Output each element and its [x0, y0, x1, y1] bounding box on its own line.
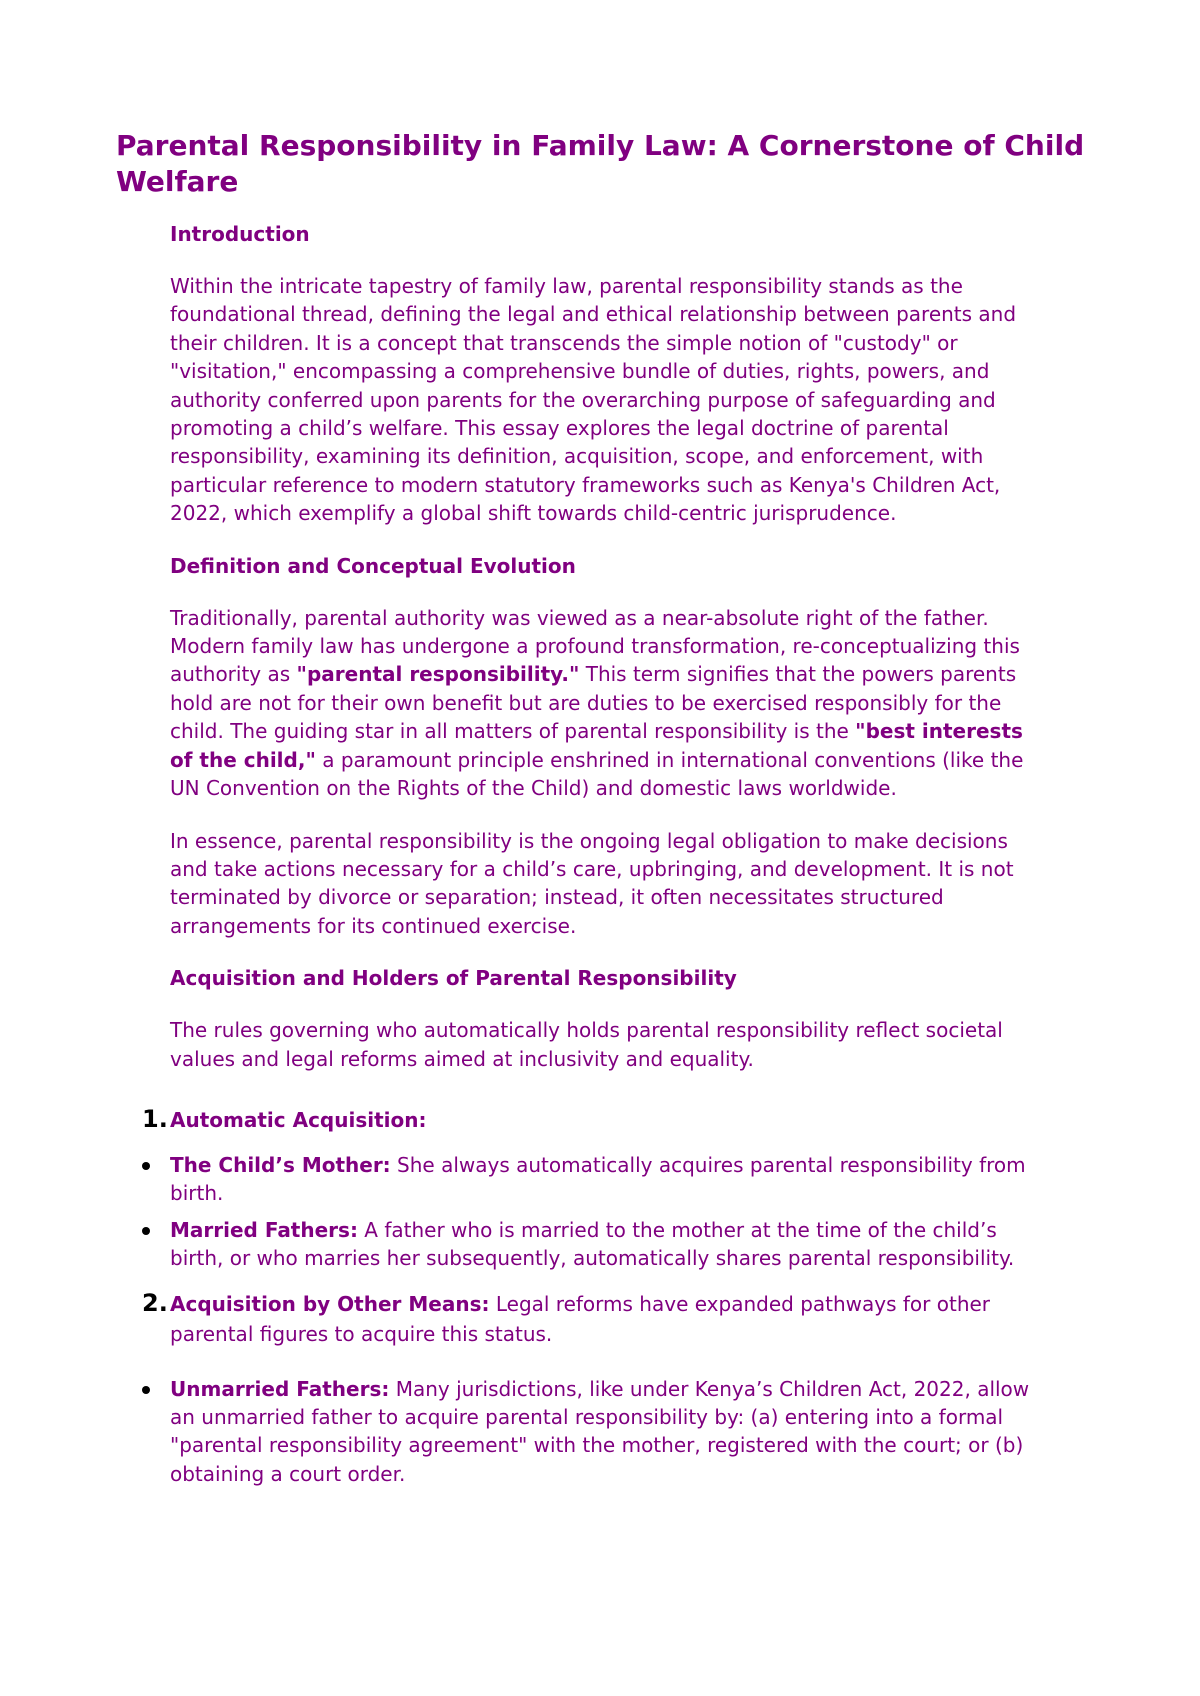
definition-paragraph-2: In essence, parental responsibility is the ongoing legal obligation to make decisions and take actions necessary for a child’s care, upbringing, and development. It is not terminated by divorce or separation; instead, it often necessitates structured arrangements for its continued exercise.	[170, 828, 1014, 938]
bullet-item-married-fathers	[170, 1216, 1040, 1273]
bullet-icon	[142, 1227, 150, 1235]
section-heading-acquisition: Acquisition and Holders of Parental Responsibility	[170, 966, 737, 991]
bullet-text: She always automatically acquires parental responsibility from birth.	[170, 1152, 1026, 1206]
bullet-icon	[142, 1386, 150, 1394]
bullet-label: Married Fathers:	[170, 1217, 358, 1242]
definition-term-parental-responsibility: "parental responsibility."	[296, 662, 580, 687]
definition-text-e: a paramount principle enshrined in international conventions (like the UN Convention on the Rights of the Child) and domestic laws worldwide.	[170, 747, 1024, 801]
definition-paragraph-1	[170, 604, 1040, 803]
numbered-item-text: Legal reforms have expanded pathways for other parental figures to acquire this status.	[170, 1291, 991, 1346]
introduction-paragraph: Within the intricate tapestry of family law, parental responsibility stands as the foundational thread, defining the legal and ethical relationship between parents and their children. It is a concept that transcends the simple notion of "custody" or "visitation," encompassing a comprehensive bundle of duties, rights, powers, and authority conferred upon parents for the overarching purpose of safeguarding and promoting a child’s welfare. This essay explores the legal doctrine of parental responsibility, examining its definition, acquisition, scope, and enforcement, with particular reference to modern statutory frameworks such as Kenya's Children Act, 2022, which exemplify a global shift towards child-centric jurisprudence.	[170, 274, 1017, 526]
definition-term-best-interests: "best interests of the child,"	[170, 719, 1023, 772]
document-title: Parental Responsibility in Family Law: A Cornerstone of Child Welfare	[116, 129, 1085, 198]
document-body	[142, 220, 1040, 1496]
bullet-text: A father who is married to the mother at the time of the child’s birth, or who marries her subsequently, automatically shares parental responsibility.	[170, 1217, 1015, 1271]
definition-text-c: This term signifies that the powers parents hold are not for their own benefit but are duties to be exercised responsibly for the child. The guiding star in all matters of parental responsibility is the	[170, 662, 1017, 744]
bullet-text: Many jurisdictions, like under Kenya’s Children Act, 2022, allow an unmarried father to acquire parental responsibility by: (a) entering into a formal "parental responsibility agreement" with the mother, registered with the court; or (b) obtaining a court order.	[170, 1376, 1030, 1486]
bullet-label: The Child’s Mother:	[170, 1152, 391, 1177]
list-number: 1.	[142, 1104, 168, 1133]
acquisition-paragraph: The rules governing who automatically holds parental responsibility reflect societal values and legal reforms aimed at inclusivity and equality.	[170, 1018, 1003, 1071]
numbered-item-1	[142, 1104, 1040, 1135]
section-heading-definition: Definition and Conceptual Evolution	[170, 553, 576, 578]
definition-text-a: Traditionally, parental authority was viewed as a near-absolute right of the father. Modern family law has undergone a profound transformation, re-conceptualizing this authority as	[170, 605, 1020, 687]
bullet-item-unmarried-fathers	[170, 1375, 1040, 1489]
numbered-item-label: Automatic Acquisition:	[170, 1107, 427, 1132]
bullet-label: Unmarried Fathers:	[170, 1376, 390, 1401]
bullet-item-mother	[170, 1151, 1040, 1208]
numbered-item-2	[142, 1288, 1040, 1349]
list-number: 2.	[142, 1288, 168, 1317]
section-heading-introduction: Introduction	[170, 222, 310, 246]
bullet-icon	[142, 1162, 150, 1170]
numbered-item-label: Acquisition by Other Means:	[170, 1291, 490, 1316]
